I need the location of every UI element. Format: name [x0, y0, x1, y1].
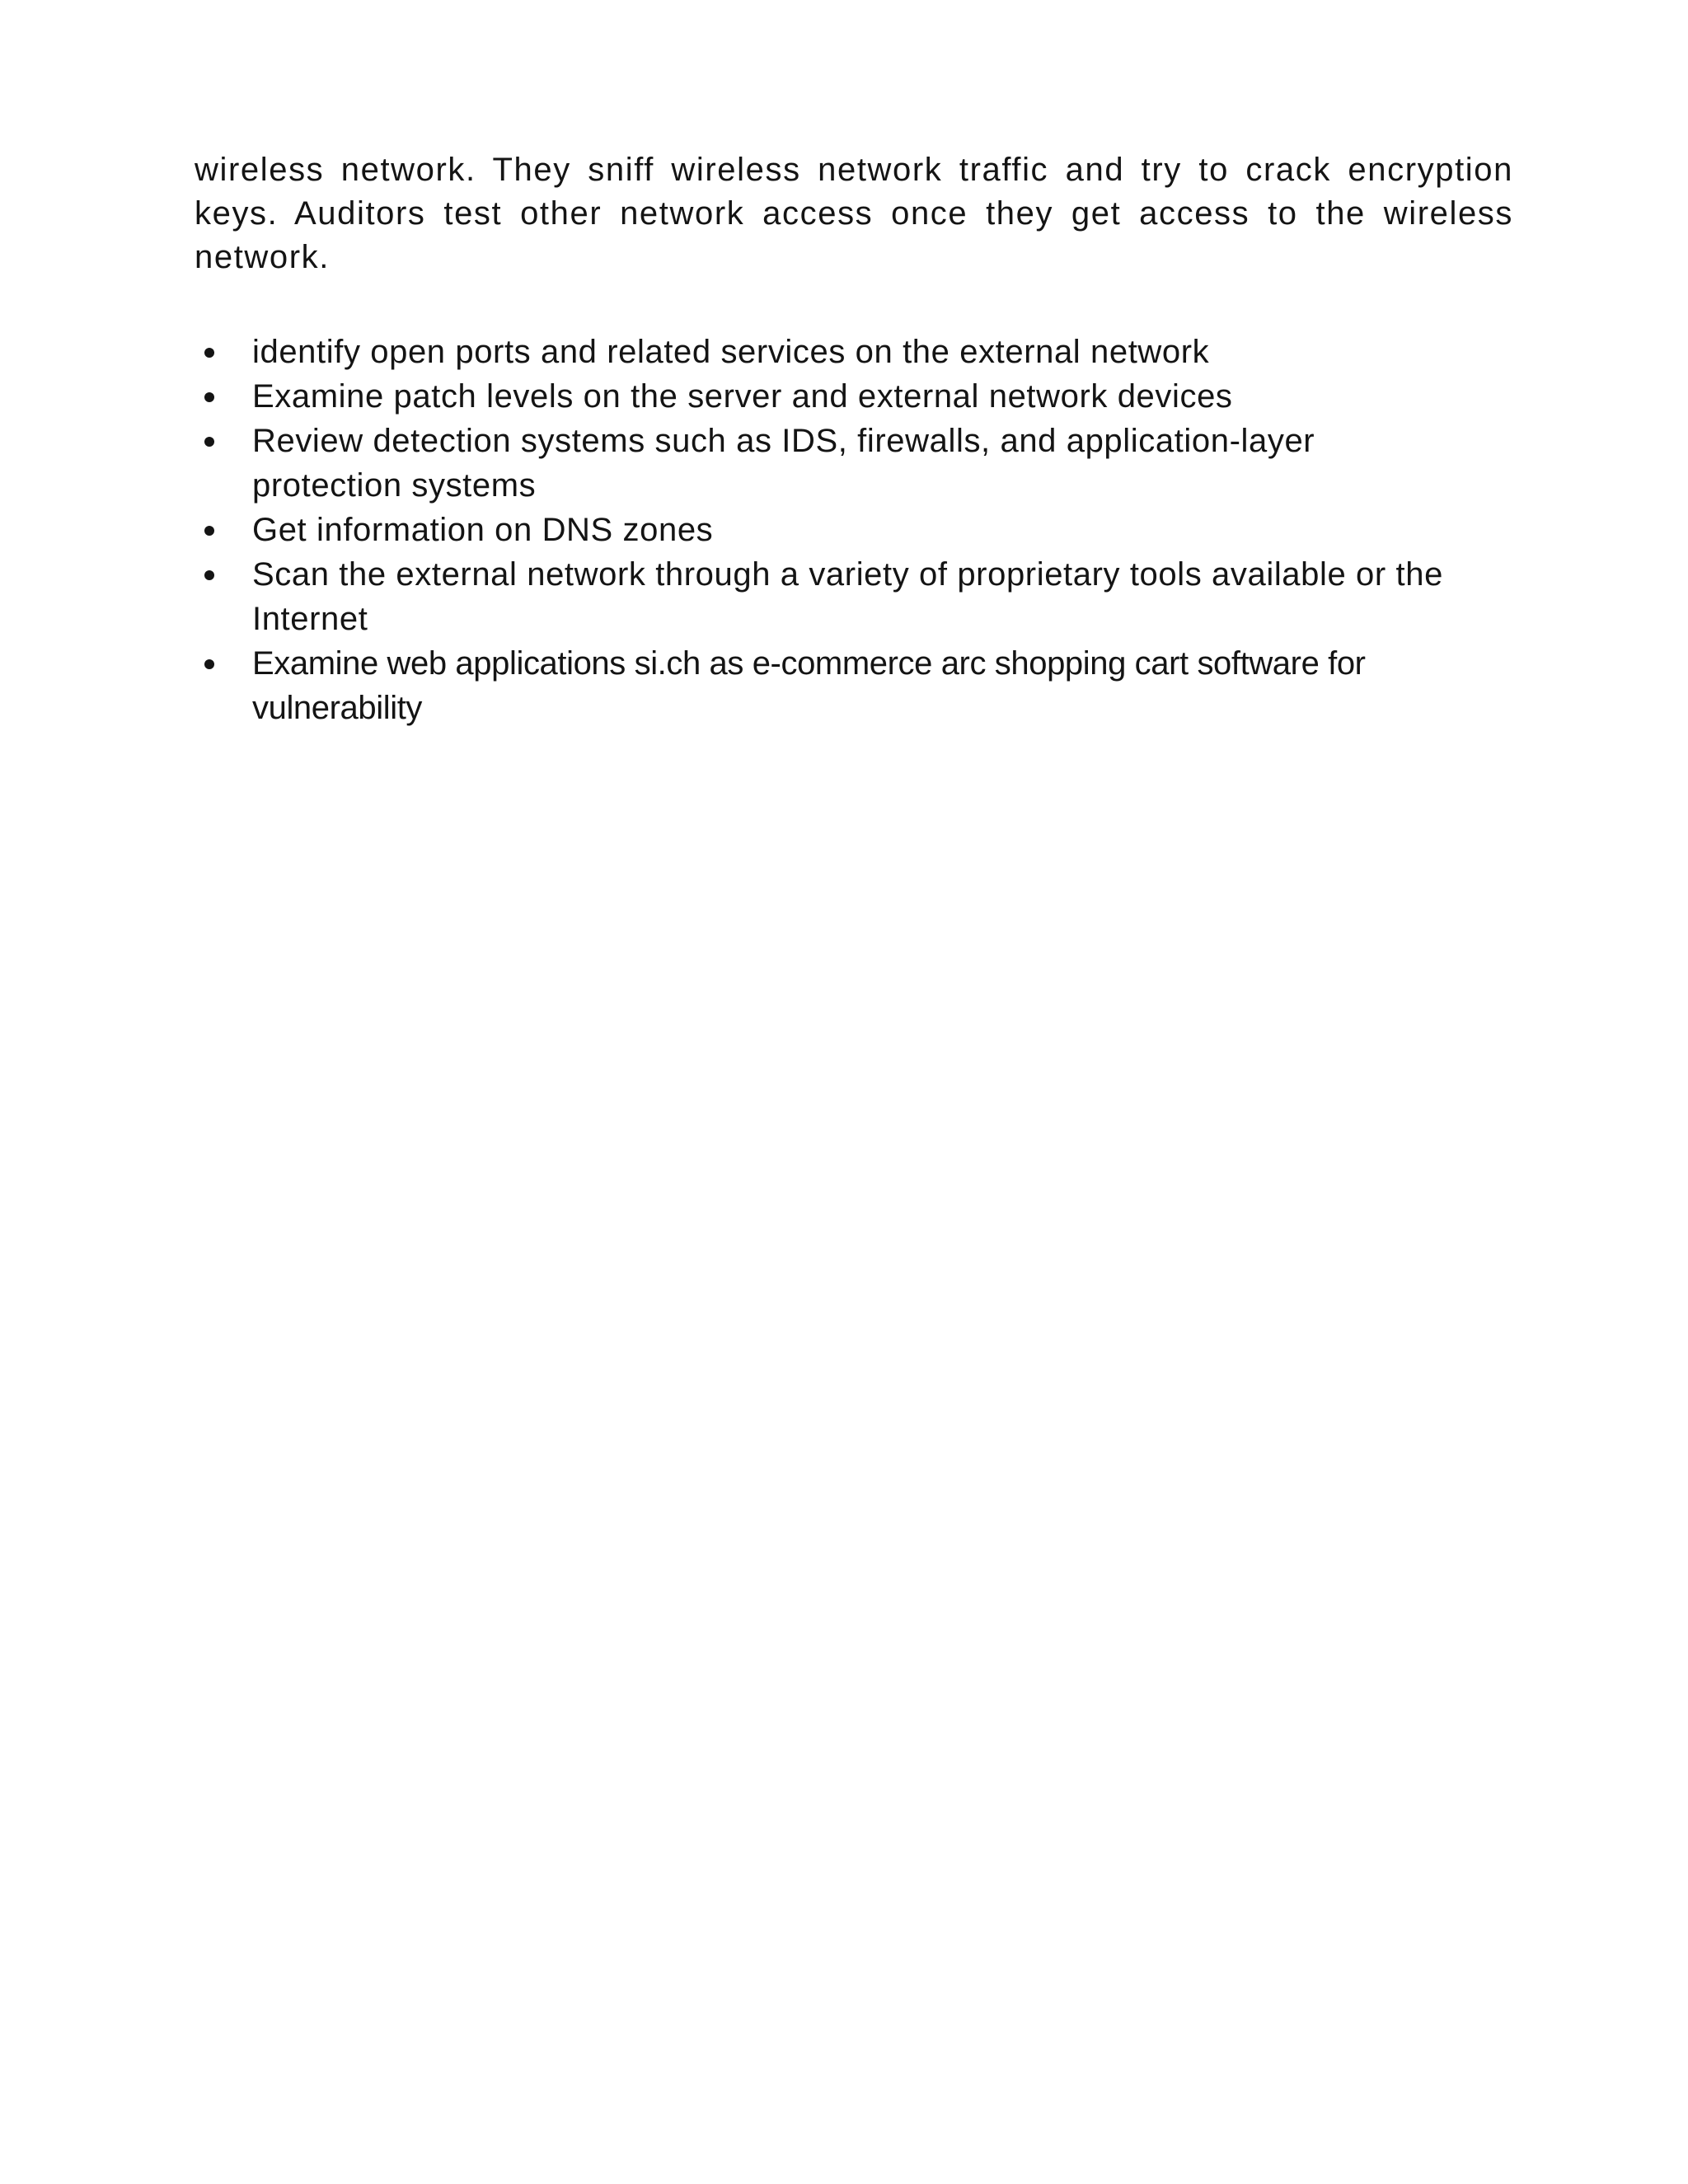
bullet-dot-icon: [204, 348, 214, 358]
list-item-text: Scan the external network through a variety of proprietary tools available or the Internet: [252, 556, 1443, 637]
list-item-text: identify open ports and related services on the external network: [252, 334, 1210, 370]
bullet-dot-icon: [204, 570, 214, 580]
list-item: [195, 508, 1423, 552]
list-item-text: Review detection systems such as IDS, firewalls, and application-layer protection systems: [252, 423, 1315, 504]
list-item: [195, 330, 1423, 374]
bullet-list: [195, 330, 1513, 730]
bullet-dot-icon: [204, 437, 214, 447]
body-paragraph: wireless network. They sniff wireless network traffic and try to crack encryption keys. Auditors test other network access once they get access to the wireless network.: [195, 152, 1513, 275]
list-item: [195, 641, 1439, 730]
list-item-text: Get information on DNS zones: [252, 512, 714, 548]
list-item-text: Examine patch levels on the server and external network devices: [252, 378, 1233, 415]
list-item-text: Examine web applications si.ch as e-commerce arc shopping cart software for vulnerability: [252, 645, 1366, 726]
list-item: [195, 419, 1398, 508]
bullet-dot-icon: [204, 659, 214, 669]
bullet-dot-icon: [204, 392, 214, 402]
bullet-dot-icon: [204, 526, 214, 536]
list-item: [195, 374, 1423, 419]
list-item: [195, 552, 1464, 641]
